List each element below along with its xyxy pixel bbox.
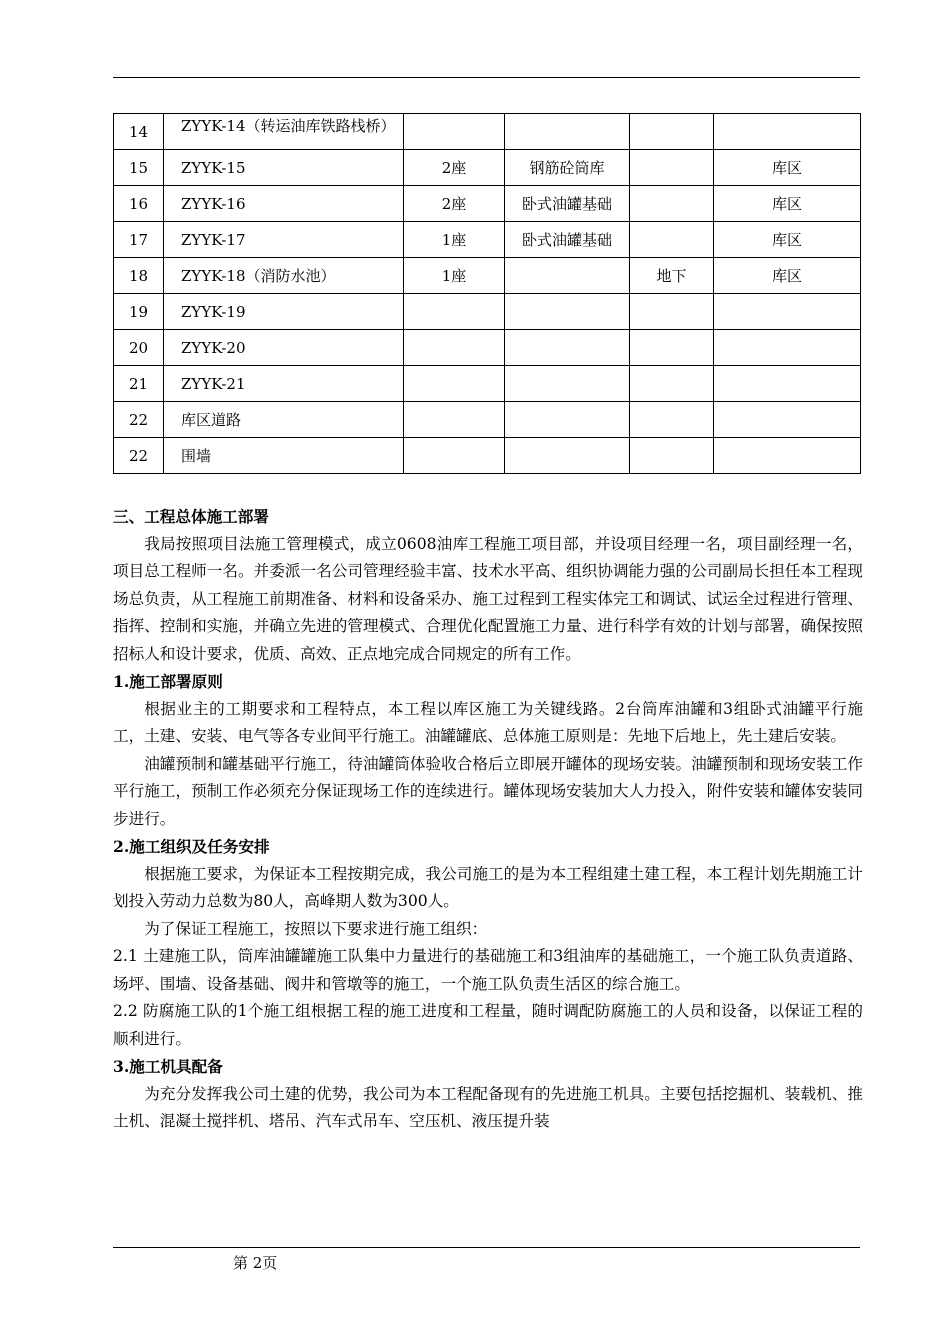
cell-type xyxy=(505,114,630,150)
cell-quantity: 1座 xyxy=(404,258,505,294)
cell-type xyxy=(505,294,630,330)
cell-type xyxy=(505,366,630,402)
table-row xyxy=(114,438,861,474)
paragraph: 根据业主的工期要求和工程特点，本工程以库区施工为关键线路。2台筒库油罐和3组卧式油罐平行施工，土建、安装、电气等各专业间平行施工。油罐罐底、总体施工原则是：先地下后地上，先土建后安装。 xyxy=(113,699,863,745)
section-3 xyxy=(113,503,863,1130)
cell-name: ZYYK-17 xyxy=(164,222,404,258)
cell-location xyxy=(630,114,714,150)
cell-type: 钢筋砼筒库 xyxy=(505,150,630,186)
subsection-heading: 1.施工部署原则 xyxy=(113,672,223,691)
cell-name xyxy=(164,114,404,150)
cell-area xyxy=(714,366,861,402)
subsection-heading: 3.施工机具配备 xyxy=(113,1057,223,1076)
cell-quantity xyxy=(404,366,505,402)
cell-number: 17 xyxy=(114,222,164,258)
section-heading: 三、工程总体施工部署 xyxy=(113,507,269,526)
cell-type: 卧式油罐基础 xyxy=(505,222,630,258)
header-rule xyxy=(113,77,860,78)
subsection-heading: 2.施工组织及任务安排 xyxy=(113,837,270,856)
cell-name: 库区道路 xyxy=(164,402,404,438)
list-item: 2.1 土建施工队，筒库油罐罐施工队集中力量进行的基础施工和3组油库的基础施工，一个施工队负责道路、场坪、围墙、设备基础、阀井和管墩等的施工，一个施工队负责生活区的综合施工。 xyxy=(113,947,863,993)
table-row xyxy=(114,186,861,222)
paragraph: 我局按照项目法施工管理模式，成立0608油库工程施工项目部，并设项目经理一名，项目副经理一名，项目总工程师一名。并委派一名公司管理经验丰富、技术水平高、组织协调能力强的公司副局长担任本工程现场总负责，从工程施工前期准备、材料和设备采办、施工过程到工程实体完工和调试、试运全过程进行管理、指挥、控制和实施，并确立先进的管理模式、合理优化配置施工力量、进行科学有效的计划与部署，确保按照招标人和设计要求，优质、高效、正点地完成合同规定的所有工作。 xyxy=(113,534,863,663)
cell-number: 18 xyxy=(114,258,164,294)
cell-name: ZYYK-18（消防水池） xyxy=(164,258,404,294)
paragraph: 根据施工要求，为保证本工程按期完成，我公司施工的是为本工程组建土建工程，本工程计划先期施工计划投入劳动力总数为80人，高峰期人数为300人。 xyxy=(113,864,863,910)
cell-area: 库区 xyxy=(714,150,861,186)
cell-number: 20 xyxy=(114,330,164,366)
cell-name: ZYYK-16 xyxy=(164,186,404,222)
cell-number: 16 xyxy=(114,186,164,222)
table-row xyxy=(114,330,861,366)
cell-location xyxy=(630,402,714,438)
cell-location xyxy=(630,294,714,330)
table-row xyxy=(114,366,861,402)
cell-number: 15 xyxy=(114,150,164,186)
cell-type xyxy=(505,330,630,366)
cell-location xyxy=(630,186,714,222)
cell-location xyxy=(630,438,714,474)
cell-quantity xyxy=(404,438,505,474)
cell-type: 卧式油罐基础 xyxy=(505,186,630,222)
cell-name: ZYYK-20 xyxy=(164,330,404,366)
cell-quantity: 2座 xyxy=(404,150,505,186)
table-row xyxy=(114,114,861,150)
cell-area: 库区 xyxy=(714,222,861,258)
cell-type xyxy=(505,258,630,294)
cell-type xyxy=(505,438,630,474)
cell-name: ZYYK-19 xyxy=(164,294,404,330)
cell-area xyxy=(714,438,861,474)
cell-type xyxy=(505,402,630,438)
cell-area xyxy=(714,330,861,366)
page-number: 第 2页 xyxy=(233,1254,278,1272)
cell-text: ZYYK-14（转运油库铁路栈桥） xyxy=(181,117,396,135)
cell-location xyxy=(630,366,714,402)
cell-quantity: 2座 xyxy=(404,186,505,222)
cell-quantity xyxy=(404,294,505,330)
cell-quantity xyxy=(404,330,505,366)
paragraph: 为充分发挥我公司土建的优势，我公司为本工程配备现有的先进施工机具。主要包括挖掘机、装载机、推土机、混凝土搅拌机、塔吊、汽车式吊车、空压机、液压提升装 xyxy=(113,1084,863,1130)
list-item: 2.2 防腐施工队的1个施工组根据工程的施工进度和工程量，随时调配防腐施工的人员和设备，以保证工程的顺利进行。 xyxy=(113,1002,863,1048)
cell-name: ZYYK-15 xyxy=(164,150,404,186)
cell-number: 22 xyxy=(114,402,164,438)
table-row xyxy=(114,150,861,186)
cell-area xyxy=(714,402,861,438)
paragraph: 油罐预制和罐基础平行施工，待油罐筒体验收合格后立即展开罐体的现场安装。油罐预制和现场安装工作平行施工，预制工作必须充分保证现场工作的连续进行。罐体现场安装加大人力投入，附件安装和罐体安装同步进行。 xyxy=(113,754,863,828)
cell-location: 地下 xyxy=(630,258,714,294)
cell-name: 围墙 xyxy=(164,438,404,474)
cell-location xyxy=(630,222,714,258)
project-table xyxy=(113,113,861,474)
cell-quantity: 1座 xyxy=(404,222,505,258)
cell-number: 21 xyxy=(114,366,164,402)
cell-number: 19 xyxy=(114,294,164,330)
cell-area: 库区 xyxy=(714,186,861,222)
table-row xyxy=(114,294,861,330)
cell-quantity xyxy=(404,402,505,438)
footer-rule xyxy=(113,1247,860,1248)
cell-location xyxy=(630,150,714,186)
table-row xyxy=(114,222,861,258)
cell-area xyxy=(714,294,861,330)
cell-name: ZYYK-21 xyxy=(164,366,404,402)
cell-area: 库区 xyxy=(714,258,861,294)
cell-area xyxy=(714,114,861,150)
table-row xyxy=(114,258,861,294)
cell-quantity xyxy=(404,114,505,150)
table-row xyxy=(114,402,861,438)
paragraph: 为了保证工程施工，按照以下要求进行施工组织： xyxy=(144,919,488,938)
cell-location xyxy=(630,330,714,366)
table-body xyxy=(114,114,861,474)
cell-number: 22 xyxy=(114,438,164,474)
cell-number: 14 xyxy=(114,114,164,150)
